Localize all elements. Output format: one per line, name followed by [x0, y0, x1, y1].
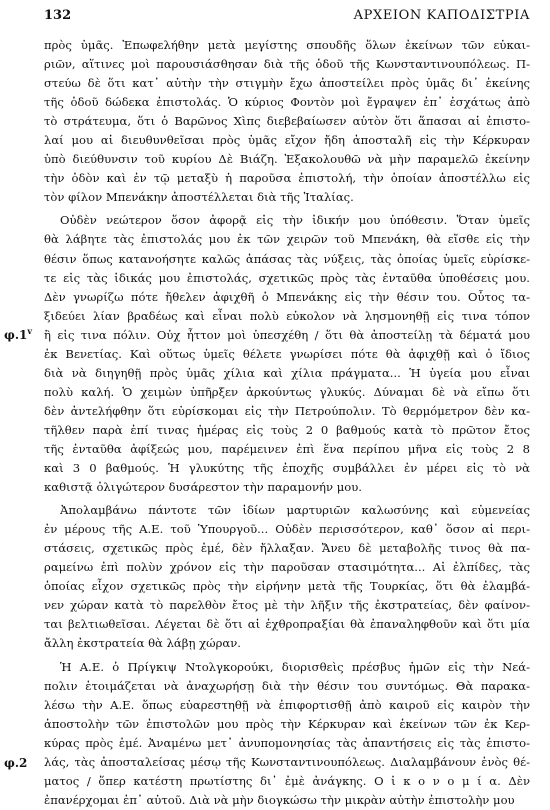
text-line: ὑπὸ διεύθυνσιν τοῦ κυρίου Δὲ Βιάζη. Ἐξακολουθῶ νὰ μὴν παραμελῶ ἐκείνην: [44, 152, 530, 167]
text-line: πολιν ἑτοιμάζεται νὰ ἀναχωρήσῃ διὰ τὴν θέσιν του συντόμως. Θὰ παρακα-: [44, 678, 530, 693]
running-title: ΑΡΧΕΙΟΝ ΚΑΠΟΔΙΣΤΡΙΑ: [353, 8, 530, 23]
text-line: τὸν φίλον Μπενάκην ἀποστέλλεται διὰ τῆς Ἰταλίας.: [44, 190, 354, 205]
text-line: ὁποίας εἶχον σχετικῶς πρὸς τὴν εἰρήνην μετὰ τῆς Τουρκίας, ὅτι θὰ ἐλαμβά-: [44, 579, 530, 594]
text-line: στεύω δὲ ὅτι κατ᾽ αὐτὴν τὴν στιγμὴν ἔχω ἀποστείλει πρὸς ὑμᾶς δι᾽ ἐκείνης: [44, 76, 530, 91]
text-line: λέσω τὴν Α.Ε. ὅπως εὐαρεστηθῇ νὰ ἐπιφορτισθῇ ἀπὸ καιροῦ εἰς καιρὸν τὴν: [44, 697, 530, 712]
text-line: πρὸς ὑμᾶς. Ἐπωφελήθην μετὰ μεγίστης σπουδῆς ὅλων ἐκείνων τῶν εὐκαι-: [44, 38, 530, 52]
text-line: νεν χώραν κατὰ τὸ παρελθὸν ἔτος μὲ τὴν λῆξιν τῆς ἐκστρατείας, δὲν φαίνον-: [44, 598, 530, 613]
text-line: Ἡ Α.Ε. ὁ Πρίγκιψ Ντολγκορούκι, διορισθεὶς πρέσβυς ἡμῶν εἰς τὴν Νεά-: [60, 659, 530, 674]
paragraph: [44, 211, 530, 497]
text-line: διὰ νὰ διηγηθῇ πρὸς ὑμᾶς χίλια καὶ χίλια πράγματα... Ἡ ὑγεία μου εἶναι: [44, 365, 530, 380]
text-line: ματος / ὅπερ κατέστη πρωτίστης δι᾽ ἐμὲ ἀνάγκης. Ο ἰ κ ο ν ο μ ί α. Δὲν: [44, 773, 530, 788]
folio-marker-1v-number: φ.1: [4, 328, 28, 342]
text-line: στάσεις, σχετικῶς πρὸς ἐμέ, δὲν ἤλλαξαν. Ἄνευ δὲ μεταβολῆς τινος θὰ πα-: [44, 541, 530, 556]
text-line: Δὲν γνωρίζω πότε ἤθελεν ἀφιχθῆ ὁ Μπενάκης εἰς τὴν θέσιν του. Οὗτος τα-: [44, 289, 530, 304]
text-line: ἢ εἰς τινα πόλιν. Οὐχ ἧττον μοὶ ὑπεσχέθη / ὅτι θὰ ἀποστείλῃ τὰ δέματά μου: [44, 327, 530, 342]
text-line: λάς, τὰς ἀποσταλείσας μέσῳ τῆς Κωνσταντινουπόλεως. Διαλαμβάνουν ἑνὸς θέ-: [44, 754, 530, 769]
text-line: καθιστᾷ ὀλιγώτερον δυσάρεστον τὴν παραμονήν μου.: [44, 480, 362, 495]
text-line: τὸ στράτευμα, ὅτι ὁ Βαρῶνος Χὶπς διεβεβαίωσεν αὐτὸν ὅτι ἅπασαι αἱ ἐπιστο-: [44, 114, 530, 129]
page-number: 132: [44, 8, 72, 23]
text-line: θέσιν ὅπως κατανοήσητε καλῶς ἁπάσας τὰς νύξεις, τὰς ὁποίας ὑμεῖς εὑρίσκε-: [44, 251, 530, 266]
text-line: τῆς ἐνταῦθα ἀφίξεώς μου, παρέμεινεν ἐπὶ ἕνα περίπου μῆνα εἰς τοὺς 2 8: [44, 441, 530, 456]
paragraph: [44, 658, 530, 810]
text-line: κύρας πρὸς ἐμέ. Ἀναμένω μετ᾽ ἀνυπομονησίας τὰς ἀπαντήσεις εἰς τὰς ἐπιστο-: [44, 735, 530, 750]
text-line: ἄλλη ἐκστρατεία θὰ λάβῃ χώραν.: [44, 636, 241, 651]
text-line: τῆς ὁδοῦ δώδεκα ἐπιστολάς. Ὁ κύριος Φοντὸν μοὶ ἔγραψεν ἐπ᾽ ἐσχάτως ἀπὸ: [44, 95, 530, 110]
text-line: ἐπανέρχομαι ἐπ᾽ αὐτοῦ. Διὰ νὰ μὴν διογκώσω τὴν μικρὰν αὐτὴν ἐπιστολὴν μου: [44, 792, 515, 807]
text-line: πολὺ καλή. Ὁ χειμὼν ὑπῆρξεν ἀρκούντως γλυκύς. Δύναμαι δὲ νὰ εἴπω ὅτι: [44, 384, 530, 399]
page-header: [44, 8, 530, 28]
text-line: ἀποστολὴν τῶν ἐπιστολῶν μου πρὸς τὴν Κέρκυραν καὶ ἐκείνων τῶν ἐκ Κερ-: [44, 716, 530, 731]
body-text: [44, 36, 530, 810]
text-line: ἐκ Βενετίας. Καὶ οὕτως ὑμεῖς θέλετε γνωρίσει πότε θὰ ἀφιχθῇ καὶ ὁ ἴδιος: [44, 346, 530, 361]
text-line: τε εἰς τὰς ἰδικάς μου ἐπιστολάς, σχετικῶς πρὸς τὰς ἐνταῦθα ὑποθέσεις μου.: [44, 270, 530, 285]
text-line: λαί μου αἱ διευθυνθεῖσαι πρὸς ὑμᾶς εἴχον ἤδη ἀποσταλῆ εἰς τὴν Κέρκυραν: [44, 133, 530, 148]
text-line: ται βελτιωθεῖσαι. Λέγεται δὲ ὅτι αἱ ἐχθροπραξίαι θὰ ἐπαναληφθοῦν καὶ ὅτι μία: [44, 617, 530, 632]
folio-marker-2: φ.2: [4, 756, 28, 770]
paragraph: [44, 501, 530, 653]
text-line: θὰ λάβητε τὰς ἐπιστολάς μου ἐκ τῶν χειρῶν τοῦ Μπενάκη, θὰ εἴσθε εἰς τὴν: [44, 232, 530, 247]
text-line: ἐν μέρους τῆς Α.Ε. τοῦ Ὑπουργοῦ... Οὐδὲν περισσότερον, καθ᾽ ὅσον αἱ περι-: [44, 522, 530, 537]
text-line: τὴν ὁδὸν καὶ ἐν τῷ μεταξὺ ἡ παροῦσα ἐπιστολή, τὴν ὁποίαν ἀποστέλλω εἰς: [44, 171, 530, 186]
text-line: ριῶν, αἵτινες μοὶ παρουσιάσθησαν διὰ τῆς ὁδοῦ τῆς Κωνσταντινουπόλεως. Π-: [44, 57, 530, 72]
text-line: Οὐδὲν νεώτερον ὅσον ἀφορᾷ εἰς τὴν ἰδικήν μου ὑπόθεσιν. Ὅταν ὑμεῖς: [60, 213, 530, 228]
text-line: ραμείνω ἐπὶ πολὺν χρόνον εἰς τὴν παροῦσαν στασιμότητα... Αἱ ἐλπίδες, τὰς: [44, 560, 530, 575]
folio-marker-1v-verso: v: [27, 326, 33, 336]
text-line: καὶ 3 0 βαθμούς. Ἡ γλυκύτης τῆς ἐποχῆς συμβάλλει ἐν μέρει εἰς τὸ νὰ: [44, 461, 530, 476]
paragraph: [44, 36, 530, 207]
text-line: δὲν ἀντελήφθην ὅτι εὑρίσκομαι εἰς τὴν Πετρούπολιν. Τὸ θερμόμετρον δὲν κα-: [44, 403, 530, 418]
text-line: ξιδεύει λίαν βραδέως καὶ εἶναι πολὺ εὐκολον νὰ λησμονηθῇ εἰς τινα τόπον: [44, 308, 530, 323]
folio-marker-1v: [4, 326, 32, 342]
text-line: τῆλθεν παρὰ ἐπί τινας ἡμέρας εἰς τοὺς 2 0 βαθμούς κατὰ τὸ πρῶτον ἔτος: [44, 422, 530, 437]
text-line: Ἀπολαμβάνω πάντοτε τῶν ἰδίων μαρτυριῶν καλωσύνης καὶ εὐμενείας: [60, 503, 530, 518]
